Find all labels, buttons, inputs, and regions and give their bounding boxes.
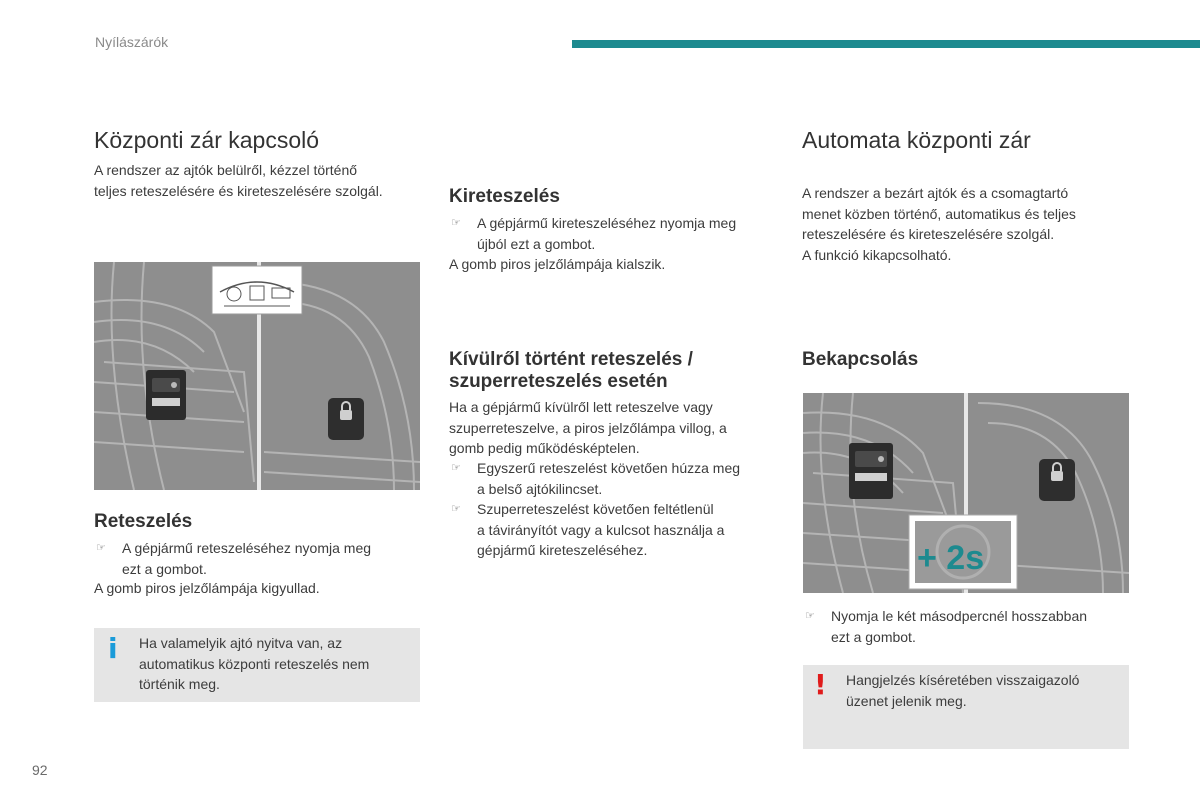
outside-bullet-line: gépjármű kireteszeléséhez.	[477, 542, 648, 558]
bullet-hand-icon: ☞	[451, 462, 461, 474]
lock-bullet-line: ezt a gombot.	[122, 560, 207, 577]
activate-bullet-line: Nyomja le két másodpercnél hosszabban	[831, 608, 1088, 624]
outside-bullet-line: Egyszerű reteszelést követően húzza meg	[477, 460, 741, 476]
door-switch-illustration	[94, 262, 420, 490]
warning-line: üzenet jelenik meg.	[846, 692, 967, 709]
unlock-bullet-line: újból ezt a gombot.	[477, 235, 596, 252]
right-intro-line: A funkció kikapcsolható.	[802, 246, 952, 263]
press-duration-label: + 2s	[917, 539, 985, 577]
right-intro-line: A rendszer a bezárt ajtók és a csomagtartó	[802, 185, 1069, 201]
activate-heading: Bekapcsolás	[802, 349, 919, 370]
outside-bullet-line: Szuperreteszelést követően feltétlenül	[477, 501, 714, 517]
outside-lock-text	[449, 397, 779, 459]
info-icon: i	[108, 632, 118, 665]
right-intro-line: menet közben történő, automatikus és teljes	[802, 205, 1076, 222]
bullet-hand-icon: ☞	[96, 542, 106, 554]
door-switch-photo	[94, 262, 420, 490]
lock-note: A gomb piros jelzőlámpája kigyullad.	[94, 580, 320, 596]
accent-bar	[572, 40, 1200, 48]
lock-bullet	[94, 538, 424, 579]
warning-note-text	[846, 670, 1116, 711]
warning-icon: !	[814, 668, 827, 701]
left-intro	[94, 160, 434, 201]
info-line: Ha valamelyik ajtó nyitva van, az	[139, 635, 343, 651]
unlock-heading: Kireteszelés	[449, 186, 560, 207]
left-intro-line: A rendszer az ajtók belülről, kézzel történő	[94, 162, 358, 178]
outside-bullet-super	[449, 499, 779, 561]
warning-line: Hangjelzés kíséretében visszaigazoló	[846, 672, 1080, 688]
info-note-text	[139, 633, 409, 695]
info-line: automatikus központi reteszelés nem	[139, 655, 370, 672]
bullet-hand-icon: ☞	[805, 610, 815, 622]
lock-bullet-line: A gépjármű reteszeléséhez nyomja meg	[122, 540, 372, 556]
left-title: Központi zár kapcsoló	[94, 127, 320, 153]
activate-bullet	[803, 606, 1133, 647]
unlock-bullet-line: A gépjármű kireteszeléséhez nyomja meg	[477, 215, 737, 231]
activate-bullet-line: ezt a gombot.	[831, 628, 916, 645]
bullet-hand-icon: ☞	[451, 217, 461, 229]
outside-lock-heading	[449, 349, 693, 393]
unlock-note: A gomb piros jelzőlámpája kialszik.	[449, 256, 666, 272]
outside-heading-line: szuperreteszelés esetén	[449, 371, 668, 392]
outside-text-line: gomb pedig működésképtelen.	[449, 440, 640, 456]
outside-text-line: szuperreteszelve, a piros jelzőlámpa villog, a	[449, 419, 727, 436]
outside-heading-line: Kívülről történt reteszelés /	[449, 349, 693, 370]
right-intro	[802, 183, 1142, 265]
left-intro-line: teljes reteszelésére és kireteszelésére szolgál.	[94, 182, 383, 199]
right-intro-line: reteszelésére és kireteszelésére szolgál.	[802, 226, 1055, 242]
lock-heading: Reteszelés	[94, 511, 193, 532]
right-title: Automata központi zár	[802, 127, 1031, 153]
auto-lock-photo	[803, 393, 1129, 593]
info-line: történik meg.	[139, 676, 220, 692]
unlock-bullet	[449, 213, 779, 254]
page-number: 92	[32, 762, 48, 778]
bullet-hand-icon: ☞	[451, 503, 461, 515]
section-label: Nyílászárók	[95, 34, 169, 50]
outside-bullet-simple	[449, 458, 779, 499]
outside-bullet-line: a belső ajtókilincset.	[477, 480, 603, 497]
outside-bullet-line: a távirányítót vagy a kulcsot használja a	[477, 521, 725, 538]
outside-text-line: Ha a gépjármű kívülről lett reteszelve vagy	[449, 399, 713, 415]
